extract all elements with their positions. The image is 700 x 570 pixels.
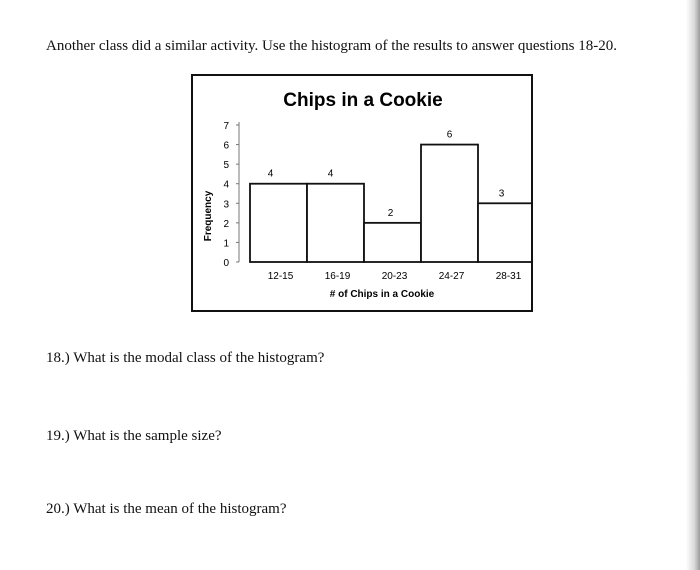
chart-title: Chips in a Cookie — [283, 90, 443, 111]
bar-value-label-2: 2 — [387, 207, 394, 219]
bar-3 — [421, 145, 478, 262]
axis-layer — [223, 121, 239, 269]
bar-value-label-3: 6 — [446, 129, 453, 141]
category-label-2: 20-23 — [381, 271, 408, 282]
y-tick-label-1: 1 — [223, 238, 229, 250]
page-edge-shadow — [686, 0, 700, 570]
x-axis-label: # of Chips in a Cookie — [329, 289, 435, 300]
question-18: 18.) What is the modal class of the histogram? — [46, 350, 325, 366]
histogram-chart — [191, 74, 533, 312]
y-tick-label-5: 5 — [223, 160, 229, 172]
question-20: 20.) What is the mean of the histogram? — [46, 501, 287, 517]
category-label-0: 12-15 — [267, 271, 294, 282]
category-label-4: 28-31 — [495, 271, 522, 282]
bar-value-label-0: 4 — [267, 168, 274, 180]
histogram-svg — [193, 76, 531, 310]
y-tick-label-0: 0 — [223, 258, 229, 269]
question-19: 19.) What is the sample size? — [46, 428, 222, 444]
bar-1 — [307, 184, 364, 262]
bar-value-label-1: 4 — [327, 168, 334, 180]
y-tick-label-3: 3 — [223, 199, 229, 211]
instructions-text: Another class did a similar activity. Use the histogram of the results to answer questions 18-20. — [46, 38, 617, 54]
bar-4 — [478, 203, 531, 262]
category-label-1: 16-19 — [324, 271, 351, 282]
bar-2 — [364, 223, 421, 262]
bar-value-label-4: 3 — [498, 188, 505, 200]
y-tick-label-6: 6 — [223, 140, 229, 152]
bar-0 — [250, 184, 307, 262]
y-tick-label-7: 7 — [223, 121, 229, 132]
y-axis-label: Frequency — [203, 190, 214, 242]
category-label-3: 24-27 — [438, 271, 465, 282]
y-tick-label-2: 2 — [223, 218, 229, 230]
y-tick-label-4: 4 — [223, 179, 229, 191]
bar-layer — [250, 130, 531, 282]
